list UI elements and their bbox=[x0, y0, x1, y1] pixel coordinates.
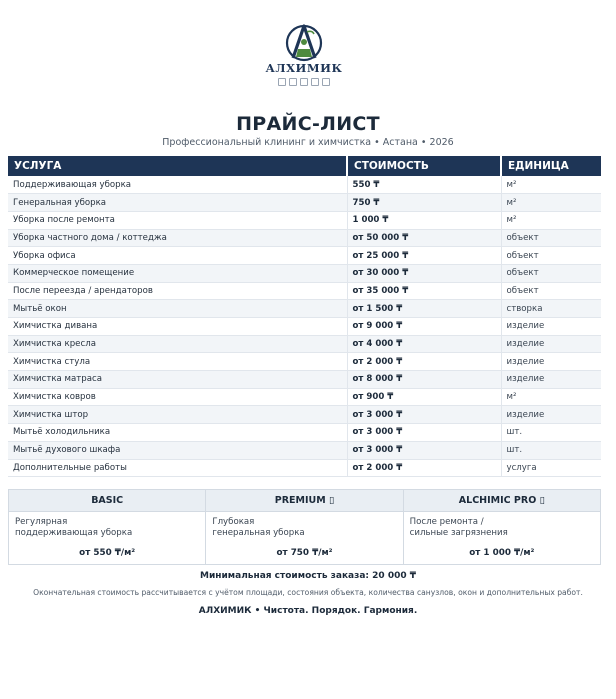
table-row bbox=[8, 353, 601, 371]
table-row bbox=[8, 335, 601, 353]
table-row bbox=[8, 194, 601, 212]
package-price: от 750 ₸/м² bbox=[276, 548, 333, 558]
cost-cell: от 9 000 ₸ bbox=[347, 318, 501, 336]
house-icon bbox=[278, 78, 286, 86]
flask-logo-icon bbox=[281, 22, 327, 64]
unit-cell: объект bbox=[501, 229, 601, 247]
unit-cell: шт. bbox=[501, 424, 601, 442]
table-row bbox=[8, 229, 601, 247]
cost-cell: от 3 000 ₸ bbox=[347, 406, 501, 424]
table-row bbox=[8, 371, 601, 389]
package-description: После ремонта / сильные загрязнения bbox=[409, 517, 508, 538]
building-icon bbox=[289, 78, 297, 86]
cost-cell: от 30 000 ₸ bbox=[347, 264, 501, 282]
unit-cell: изделие bbox=[501, 318, 601, 336]
package-price: от 550 ₸/м² bbox=[79, 548, 136, 558]
cost-cell: от 3 000 ₸ bbox=[347, 441, 501, 459]
table-row bbox=[8, 318, 601, 336]
page-title: ПРАЙС-ЛИСТ bbox=[236, 113, 380, 135]
service-cell: После переезда / арендаторов bbox=[8, 282, 347, 300]
price-table-header bbox=[8, 156, 601, 176]
column-header-service: УСЛУГА bbox=[8, 156, 347, 176]
price-table bbox=[8, 156, 601, 477]
package-card bbox=[9, 490, 206, 564]
service-cell: Химчистка штор bbox=[8, 406, 347, 424]
table-row bbox=[8, 441, 601, 459]
unit-cell: изделие bbox=[501, 371, 601, 389]
unit-cell: услуга bbox=[501, 459, 601, 477]
table-row bbox=[8, 459, 601, 477]
pricing-note: Окончательная стоимость рассчитывается с учётом площади, состояния объекта, количества санузлов, окон и дополнительных работ. bbox=[33, 588, 583, 597]
cost-cell: от 25 000 ₸ bbox=[347, 247, 501, 265]
cost-cell: от 35 000 ₸ bbox=[347, 282, 501, 300]
service-cell: Генеральная уборка bbox=[8, 194, 347, 212]
sofa-icon bbox=[311, 78, 319, 86]
table-row bbox=[8, 406, 601, 424]
service-cell: Дополнительные работы bbox=[8, 459, 347, 477]
package-name: PREMIUM ▯ bbox=[206, 490, 402, 512]
table-row bbox=[8, 176, 601, 194]
table-row bbox=[8, 388, 601, 406]
cost-cell: 550 ₸ bbox=[347, 176, 501, 194]
service-cell: Химчистка кресла bbox=[8, 335, 347, 353]
column-header-unit: ЕДИНИЦА bbox=[501, 156, 601, 176]
unit-cell: шт. bbox=[501, 441, 601, 459]
logo-service-icons bbox=[262, 78, 346, 86]
unit-cell: объект bbox=[501, 247, 601, 265]
service-cell: Химчистка ковров bbox=[8, 388, 347, 406]
unit-cell: м² bbox=[501, 211, 601, 229]
cost-cell: от 4 000 ₸ bbox=[347, 335, 501, 353]
table-row bbox=[8, 264, 601, 282]
table-row bbox=[8, 424, 601, 442]
logo-brand-name: АЛХИМИК bbox=[265, 61, 343, 75]
cost-cell: 750 ₸ bbox=[347, 194, 501, 212]
service-cell: Мытьё духового шкафа bbox=[8, 441, 347, 459]
window-icon bbox=[300, 78, 308, 86]
table-row bbox=[8, 282, 601, 300]
table-row bbox=[8, 211, 601, 229]
table-row bbox=[8, 300, 601, 318]
package-card bbox=[404, 490, 600, 564]
cost-cell: от 2 000 ₸ bbox=[347, 353, 501, 371]
cost-cell: от 50 000 ₸ bbox=[347, 229, 501, 247]
package-description: Регулярная поддерживающая уборка bbox=[15, 517, 133, 538]
cost-cell: от 8 000 ₸ bbox=[347, 371, 501, 389]
cost-cell: от 3 000 ₸ bbox=[347, 424, 501, 442]
cost-cell: от 2 000 ₸ bbox=[347, 459, 501, 477]
service-cell: Уборка после ремонта bbox=[8, 211, 347, 229]
unit-cell: объект bbox=[501, 264, 601, 282]
unit-cell: изделие bbox=[501, 353, 601, 371]
unit-cell: объект bbox=[501, 282, 601, 300]
service-cell: Уборка офиса bbox=[8, 247, 347, 265]
column-header-cost: СТОИМОСТЬ bbox=[347, 156, 501, 176]
service-cell: Мытьё окон bbox=[8, 300, 347, 318]
package-price: от 1 000 ₸/м² bbox=[469, 548, 535, 558]
unit-cell: створка bbox=[501, 300, 601, 318]
carpet-icon bbox=[322, 78, 330, 86]
cost-cell: 1 000 ₸ bbox=[347, 211, 501, 229]
service-cell: Поддерживающая уборка bbox=[8, 176, 347, 194]
unit-cell: м² bbox=[501, 194, 601, 212]
unit-cell: изделие bbox=[501, 406, 601, 424]
service-cell: Уборка частного дома / коттеджа bbox=[8, 229, 347, 247]
unit-cell: изделие bbox=[501, 335, 601, 353]
package-card bbox=[206, 490, 403, 564]
service-cell: Химчистка дивана bbox=[8, 318, 347, 336]
table-row bbox=[8, 247, 601, 265]
company-slogan: АЛХИМИК • Чистота. Порядок. Гармония. bbox=[198, 606, 418, 616]
package-description: Глубокая генеральная уборка bbox=[212, 517, 305, 538]
service-cell: Химчистка стула bbox=[8, 353, 347, 371]
service-cell: Коммерческое помещение bbox=[8, 264, 347, 282]
page-subtitle: Профессиональный клининг и химчистка • Астана • 2026 bbox=[162, 137, 454, 148]
company-logo bbox=[262, 22, 346, 102]
minimum-order: Минимальная стоимость заказа: 20 000 ₸ bbox=[199, 571, 417, 581]
service-cell: Химчистка матраса bbox=[8, 371, 347, 389]
unit-cell: м² bbox=[501, 388, 601, 406]
package-name: BASIC bbox=[9, 490, 205, 512]
service-cell: Мытьё холодильника bbox=[8, 424, 347, 442]
package-name: ALCHIMIC PRO ▯ bbox=[404, 490, 600, 512]
cost-cell: от 1 500 ₸ bbox=[347, 300, 501, 318]
unit-cell: м² bbox=[501, 176, 601, 194]
cost-cell: от 900 ₸ bbox=[347, 388, 501, 406]
package-comparison bbox=[8, 489, 601, 565]
